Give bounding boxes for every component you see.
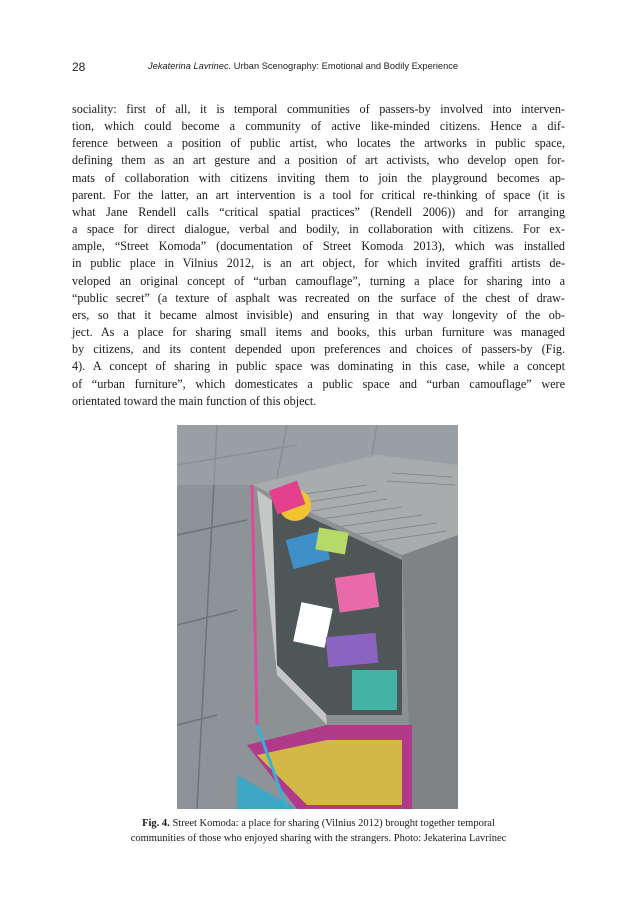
photo-illustration [177,425,458,809]
running-head-book-title: Urban Scenography: Emotional and Bodily Experience [233,61,459,71]
body-line: ject. As a place for sharing small items and books, this urban furniture was managed [72,325,565,340]
body-line: ers, so that it became almost invisible) and ensuring in that way longevity of the ob- [72,307,565,322]
body-line: a space for direct dialogue, verbal and bodily, in collaboration with citizens. For ex- [72,222,565,237]
drawer-item-purple [326,633,378,667]
body-line: mats of collaboration with citizens inviting them to join the playground becomes ap- [72,170,565,185]
body-paragraph [72,101,565,410]
body-line: orientated toward the main function of this object. [72,393,317,408]
figure-label: Fig. 4. [142,818,170,829]
body-line: defining them as an art gesture and a position of art activists, who develop open for- [72,153,565,168]
body-line: “public secret” (a texture of asphalt was recreated on the surface of the chest of draw- [72,290,565,305]
drawer-item-pink [335,572,379,612]
body-line: tion, which could become a community of active like-minded citizens. Hence a dif- [72,119,565,134]
caption-line-1 [72,816,565,831]
body-line: ference between a position of public artist, who locates the artworks in public space, [72,136,565,151]
body-line: sociality: first of all, it is temporal communities of passers-by involved into interven- [72,102,565,116]
caption-line-2: communities of those who enjoyed sharing with the strangers. Photo: Jekaterina Lavrinec [130,833,507,844]
page-number: 28 [72,60,86,74]
running-head-title [148,61,458,71]
caption-text-1: Street Komoda: a place for sharing (Vilnius 2012) brought together temporal [172,818,495,829]
body-line: in public place in Vilnius 2012, is an art object, for which invited graffiti artists de- [72,256,565,271]
body-line: by citizens, and its content depended upon preferences and choices of passers-by (Fig. [72,342,565,357]
body-line: what Jane Rendell calls “critical spatial practices” (Rendell 2006)) and for arranging [72,204,565,219]
body-line: 4). A concept of sharing in public space was dominating in this case, while a concept [72,359,565,374]
body-line: of “urban furniture”, which domesticates a public space and “urban camouflage” were [72,376,565,391]
body-line: ample, “Street Komoda” (documentation of Street Komoda 2013), which was installed [72,239,565,254]
body-line: parent. For the latter, an art intervention is a tool for critical re-thinking of space (it is [72,187,565,202]
running-header [72,60,572,78]
running-head-author: Jekaterina Lavrinec. [148,61,232,71]
drawer-item-teal [352,670,397,710]
figure-caption [72,816,565,846]
body-line: veloped an original concept of “urban camouflage”, turning a place for sharing into a [72,273,565,288]
figure-photo-street-komoda [177,425,458,809]
